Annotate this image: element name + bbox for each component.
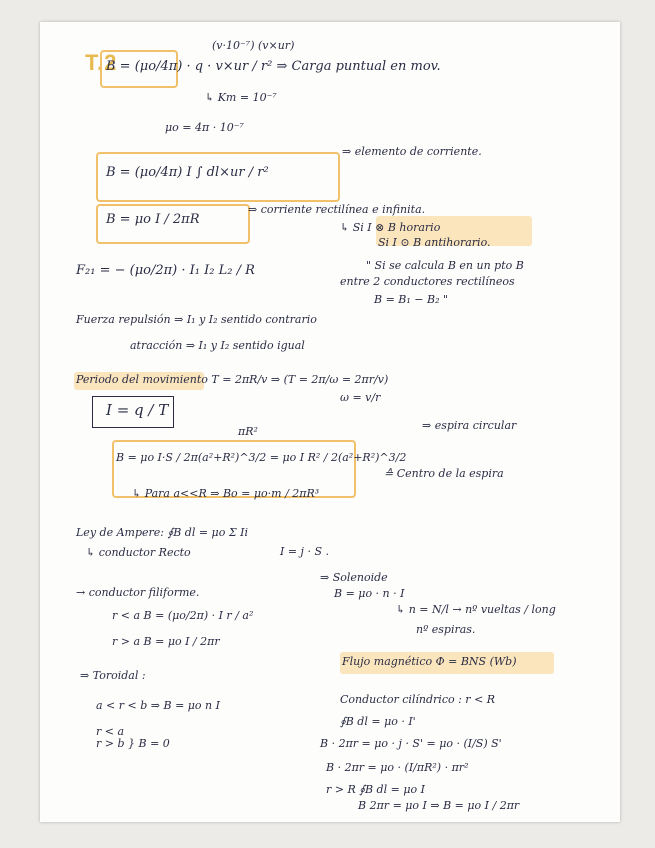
note-line: ↳ Km = 10⁻⁷ [205,91,277,104]
note-line: B · 2πr = μo · j · S' = μo · (I/S) S' [320,737,502,750]
note-line: entre 2 conductores rectilíneos [340,275,515,288]
note-line: πR² [238,425,258,438]
note-line: B = μo I / 2πR [106,212,200,227]
note-line: nº espiras. [416,623,476,636]
note-line: ⇒ Toroidal : [80,669,146,682]
notebook-page [40,22,620,822]
note-line: ↳ n = N/l → nº vueltas / long [396,603,556,616]
note-line: (v·10⁻⁷) (v×ur) [212,39,295,52]
note-line: ∮B dl = μo · I' [340,715,416,728]
note-line: atracción ⇒ I₁ y I₂ sentido igual [130,339,305,352]
note-line: Periodo del movimiento T = 2πR/v ⇒ (T = 2π/ω = 2πr/v) [76,373,389,386]
note-line: ↳ conductor Recto [86,546,191,559]
note-line: Flujo magnético Φ = BNS (Wb) [342,655,517,668]
note-line: B · 2πr = μo · (I/πR²) · πr² [326,761,469,774]
note-line: ⇒ espira circular [422,419,517,432]
note-line: r < a r > b } B = 0 [96,725,170,751]
note-line: I = j · S . [280,545,329,558]
note-line: B = μo · n · I [334,587,405,600]
note-line: ω = v/r [340,391,381,404]
note-line: r > a B = μo I / 2πr [112,635,220,648]
note-line: I = q / T [106,401,169,419]
note-line: Fuerza repulsión ⇒ I₁ y I₂ sentido contrario [76,313,317,326]
note-line: B = B₁ − B₂ " [374,293,449,306]
note-line: Si I ⊙ B antihorario. [378,236,491,249]
note-line: ⇒ Solenoide [320,571,388,584]
note-line: ⇒ elemento de corriente. [342,145,482,158]
note-line: B 2πr = μo I ⇒ B = μo I / 2πr [358,799,520,812]
note-line: ⇒ corriente rectilínea e infinita. [248,203,426,216]
note-line: Conductor cilíndrico : r < R [340,693,496,706]
note-line: " Si se calcula B en un pto B [366,259,524,272]
note-line: r > R ∮B dl = μo I [326,783,425,796]
note-line: B = μo I·S / 2π(a²+R²)^3/2 = μo I R² / 2(a²+R²)^3/2 [116,451,407,464]
note-line: Ley de Ampere: ∮B dl = μo Σ Ii [76,526,248,539]
note-line: r < a B = (μo/2π) · I r / a² [112,609,254,622]
note-line: ≙ Centro de la espira [384,467,504,480]
note-line: B = (μo/4π) · q · v×ur / r² ⇒ Carga puntual en mov. [106,59,441,74]
page-title: T.2 [85,50,118,75]
note-line: F₂₁ = − (μo/2π) · I₁ I₂ L₂ / R [76,263,255,278]
note-line: → conductor filiforme. [76,586,200,599]
note-line: B = (μo/4π) I ∫ dl×ur / r² [106,165,269,180]
note-line: ↳ Si I ⊗ B horario [340,221,441,234]
note-line: a < r < b ⇒ B = μo n I [96,699,220,712]
note-line: μo = 4π · 10⁻⁷ [165,121,244,134]
note-line: ↳ Para a<<R ⇒ Bo = μo·m / 2πR³ [132,487,320,500]
